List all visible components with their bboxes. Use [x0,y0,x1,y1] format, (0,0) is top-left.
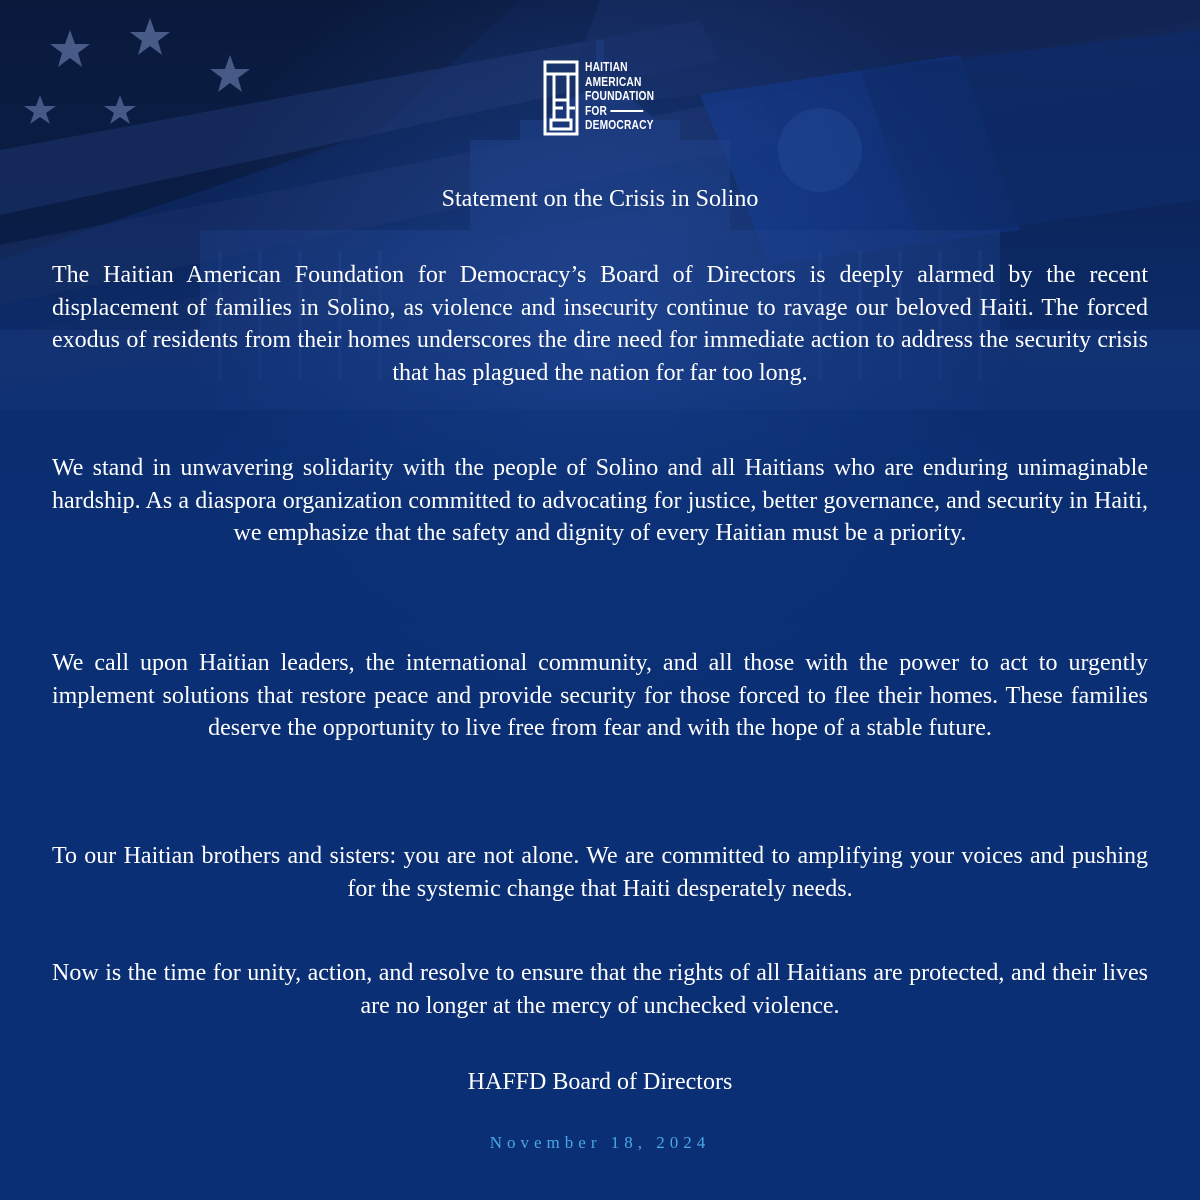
org-name-line: FOR [585,104,659,119]
org-name-line: HAITIAN [585,60,628,74]
organization-name [585,60,659,133]
organization-logo [543,60,663,140]
statement-title: Statement on the Crisis in Solino [441,186,759,212]
haffd-monogram-icon [543,60,579,136]
signature: HAFFD Board of Directors [467,1069,733,1095]
statement-paragraph: We call upon Haitian leaders, the international community, and all those with the power to act to urgently implement solutions that restore peace and provide security for those forced to flee their homes. These families deserve the opportunity to live free from fear and with the hope of a stable future. [52,650,1148,741]
statement-paragraph: The Haitian American Foundation for Democracy’s Board of Directors is deeply alarmed by the recent displacement of families in Solino, as violence and insecurity continue to ravage our beloved Haiti. The forced exodus of residents from their homes underscores the dire need for immediate action to address the security crisis that has plagued the nation for far too long. [52,262,1148,386]
org-name-line: FOUNDATION [585,89,655,104]
org-name-line: DEMOCRACY [585,118,654,133]
statement-paragraph: To our Haitian brothers and sisters: you are not alone. We are committed to amplifying your voices and pushing for the systemic change that Haiti desperately needs. [52,843,1148,902]
statement-paragraph: Now is the time for unity, action, and resolve to ensure that the rights of all Haitians are protected, and their lives are no longer at the mercy of unchecked violence. [52,960,1148,1019]
statement-paragraph: We stand in unwavering solidarity with the people of Solino and all Haitians who are enduring unimaginable hardship. As a diaspora organization committed to advocating for justice, better governance, and security in Haiti, we emphasize that the safety and dignity of every Haitian must be a priority. [52,455,1148,546]
org-name-line: AMERICAN [585,74,642,89]
statement-date: November 18, 2024 [489,1133,711,1152]
